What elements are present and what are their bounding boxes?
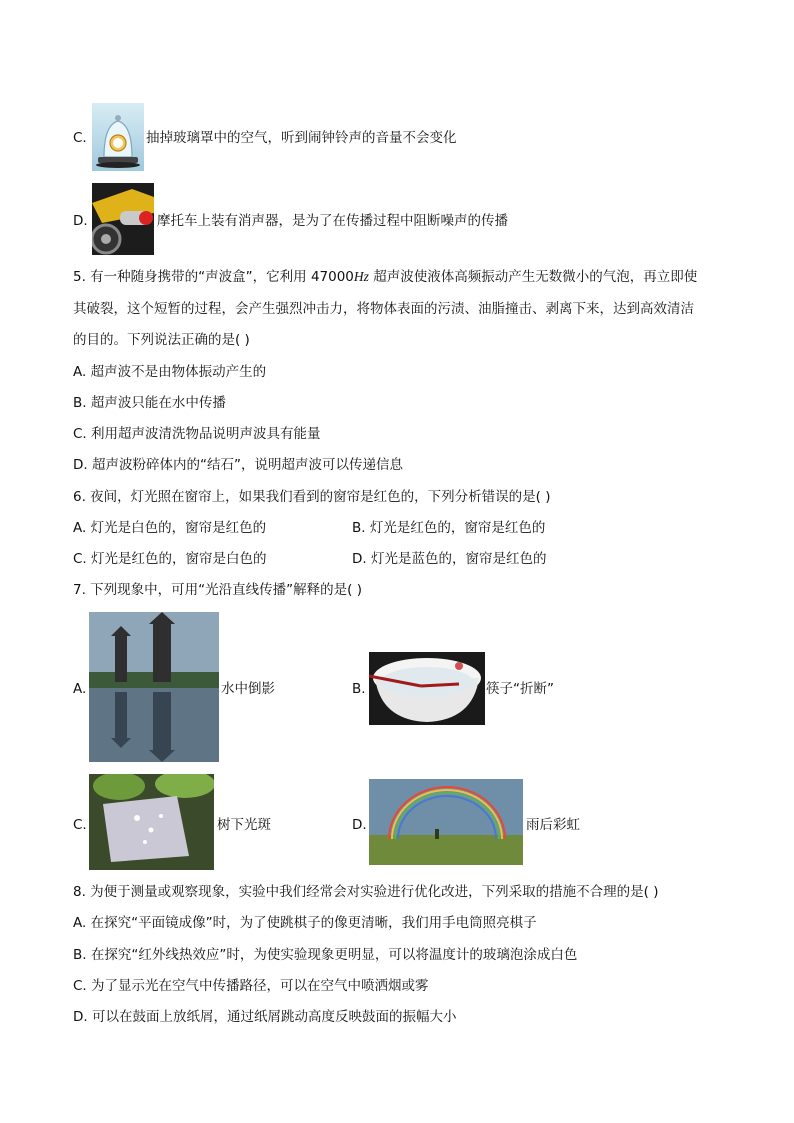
q6-option-b: B. 灯光是红色的，窗帘是红色的 <box>352 520 546 536</box>
q8-option-a: A. 在探究“平面镜成像”时，为了使跳棋子的像更清晰，我们用手电筒照亮棋子 <box>73 915 537 931</box>
chopsticks-bowl-image <box>369 652 485 725</box>
q6-stem: 6. 夜间，灯光照在窗帘上，如果我们看到的窗帘是红色的，下列分析错误的是( ) <box>73 489 551 505</box>
motorcycle-muffler-image <box>92 183 154 255</box>
q7-option-b-caption: 筷子“折断” <box>486 681 554 697</box>
q4-option-c-letter: C. <box>73 130 87 146</box>
q7-option-d-letter: D. <box>352 817 367 833</box>
q6-option-c: C. 灯光是红色的，窗帘是白色的 <box>73 551 267 567</box>
q5-option-a: A. 超声波不是由物体振动产生的 <box>73 364 267 380</box>
q8-option-b: B. 在探究“红外线热效应”时，为使实验现象更明显，可以将温度计的玻璃泡涂成白色 <box>73 947 578 963</box>
q7-option-a-letter: A. <box>73 681 87 697</box>
q7-option-d-caption: 雨后彩虹 <box>526 817 580 833</box>
q5-stem-line2: 其破裂，这个短暂的过程，会产生强烈冲击力，将物体表面的污渍、油脂撞击、剥离下来，达到高效清洁 <box>73 301 694 317</box>
q8-option-d: D. 可以在鼓面上放纸屑，通过纸屑跳动高度反映鼓面的振幅大小 <box>73 1009 457 1025</box>
q8-stem: 8. 为便于测量或观察现象，实验中我们经常会对实验进行优化改进，下列采取的措施不合理的是( ) <box>73 884 659 900</box>
q7-option-a-caption: 水中倒影 <box>221 681 275 697</box>
q5-option-d: D. 超声波粉碎体内的“结石”，说明超声波可以传递信息 <box>73 457 403 473</box>
rainbow-image <box>369 779 523 865</box>
q7-option-c-caption: 树下光斑 <box>217 817 271 833</box>
q5-stem-line1: 5. 有一种随身携带的“声波盒”，它利用 47000Hz 超声波使液体高频振动产生无数微小的气泡，再立即使 <box>73 269 698 285</box>
q7-option-c-letter: C. <box>73 817 87 833</box>
q5-stem-line3: 的目的。下列说法正确的是( ) <box>73 332 250 348</box>
q7-option-b-letter: B. <box>352 681 366 697</box>
q6-option-d: D. 灯光是蓝色的，窗帘是红色的 <box>352 551 547 567</box>
q4-option-d-letter: D. <box>73 213 88 229</box>
q7-stem: 7. 下列现象中，可用“光沿直线传播”解释的是( ) <box>73 582 362 598</box>
q4-option-c-text: 抽掉玻璃罩中的空气，听到闹钟铃声的音量不会变化 <box>146 130 457 146</box>
q5-option-b: B. 超声波只能在水中传播 <box>73 395 226 411</box>
pagoda-reflection-image <box>89 612 219 762</box>
q5-option-c: C. 利用超声波清洗物品说明声波具有能量 <box>73 426 321 442</box>
q8-option-c: C. 为了显示光在空气中传播路径，可以在空气中喷洒烟或雾 <box>73 978 429 994</box>
q4-option-d-text: 摩托车上装有消声器，是为了在传播过程中阻断噪声的传播 <box>157 213 508 229</box>
tree-light-spots-image <box>89 774 214 870</box>
bell-jar-image <box>92 103 144 171</box>
q6-option-a: A. 灯光是白色的，窗帘是红色的 <box>73 520 267 536</box>
